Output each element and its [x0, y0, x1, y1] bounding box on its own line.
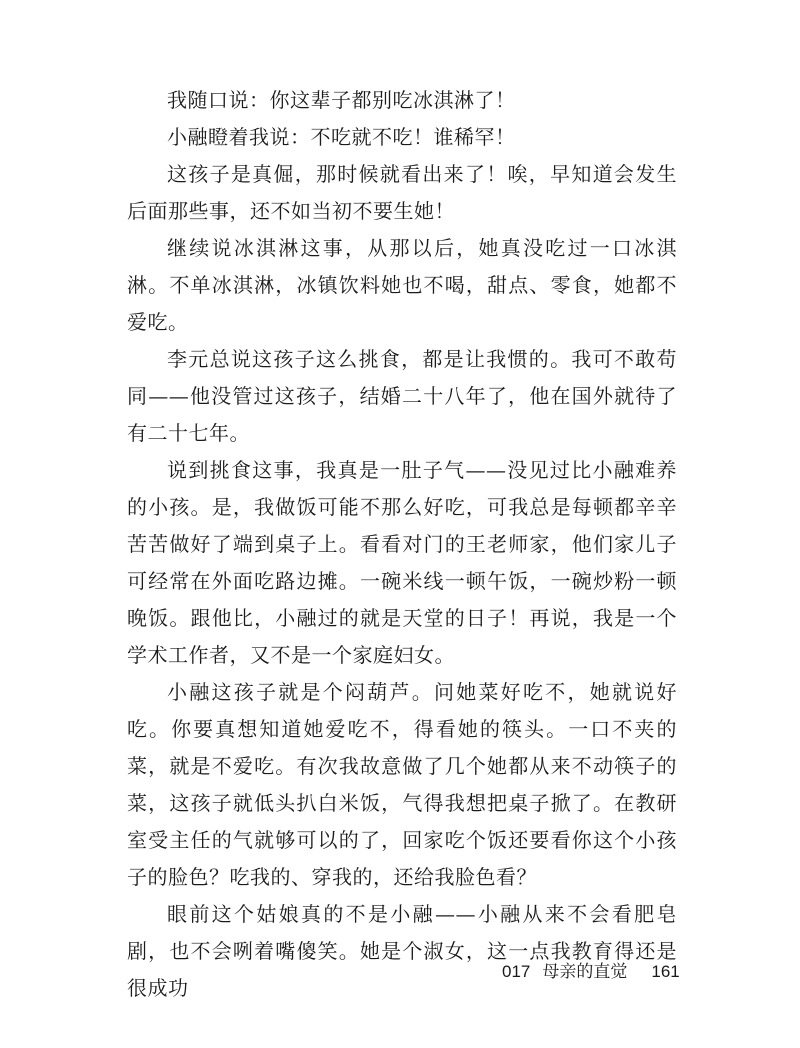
- paragraph: 继续说冰淇淋这事，从那以后，她真没吃过一口冰淇淋。不单冰淇淋，冰镇饮料她也不喝，甜点、零食，她都不爱吃。: [127, 236, 677, 334]
- paragraph: 小融这孩子就是个闷葫芦。问她菜好吃不，她就说好吃。你要真想知道她爱吃不，得看她的筷头。一口不夹的菜，就是不爱吃。有次我故意做了几个她都从来不动筷子的菜，这孩子就低头扒白米饭，气得我想把桌子掀了。在教研室受主任的气就够可以的了，回家吃个饭还要看你这个小孩子的脸色？吃我的、穿我的，还给我脸色看？: [127, 680, 677, 889]
- paragraph: 这孩子是真倔，那时候就看出来了！唉，早知道会发生后面那些事，还不如当初不要生她！: [127, 162, 677, 223]
- paragraph: 李元总说这孩子这么挑食，都是让我惯的。我可不敢苟同——他没管过这孩子，结婚二十八年了，他在国外就待了有二十七年。: [127, 347, 677, 445]
- paragraph: 小融瞪着我说：不吃就不吃！谁稀罕！: [167, 125, 516, 149]
- chapter-title: 母亲的直觉: [542, 962, 628, 982]
- body-text: [127, 82, 680, 1007]
- paragraph: 眼前这个姑娘真的不是小融——小融从来不会看肥皂剧，也不会咧着嘴傻笑。她是个淑女，这一点我教育得还是很成功: [127, 902, 677, 1000]
- running-footer: [502, 960, 680, 984]
- page-number: 161: [651, 962, 680, 981]
- paragraph: 我随口说：你这辈子都别吃冰淇淋了！: [167, 88, 516, 112]
- chapter-number: 017: [502, 962, 531, 981]
- paragraph: 说到挑食这事，我真是一肚子气——没见过比小融难养的小孩。是，我做饭可能不那么好吃，可我总是每顿都辛辛苦苦做好了端到桌子上。看看对门的王老师家，他们家儿子可经常在外面吃路边摊。一碗米线一顿午饭，一碗炒粉一顿晚饭。跟他比，小融过的就是天堂的日子！再说，我是一个学术工作者，又不是一个家庭妇女。: [127, 458, 677, 667]
